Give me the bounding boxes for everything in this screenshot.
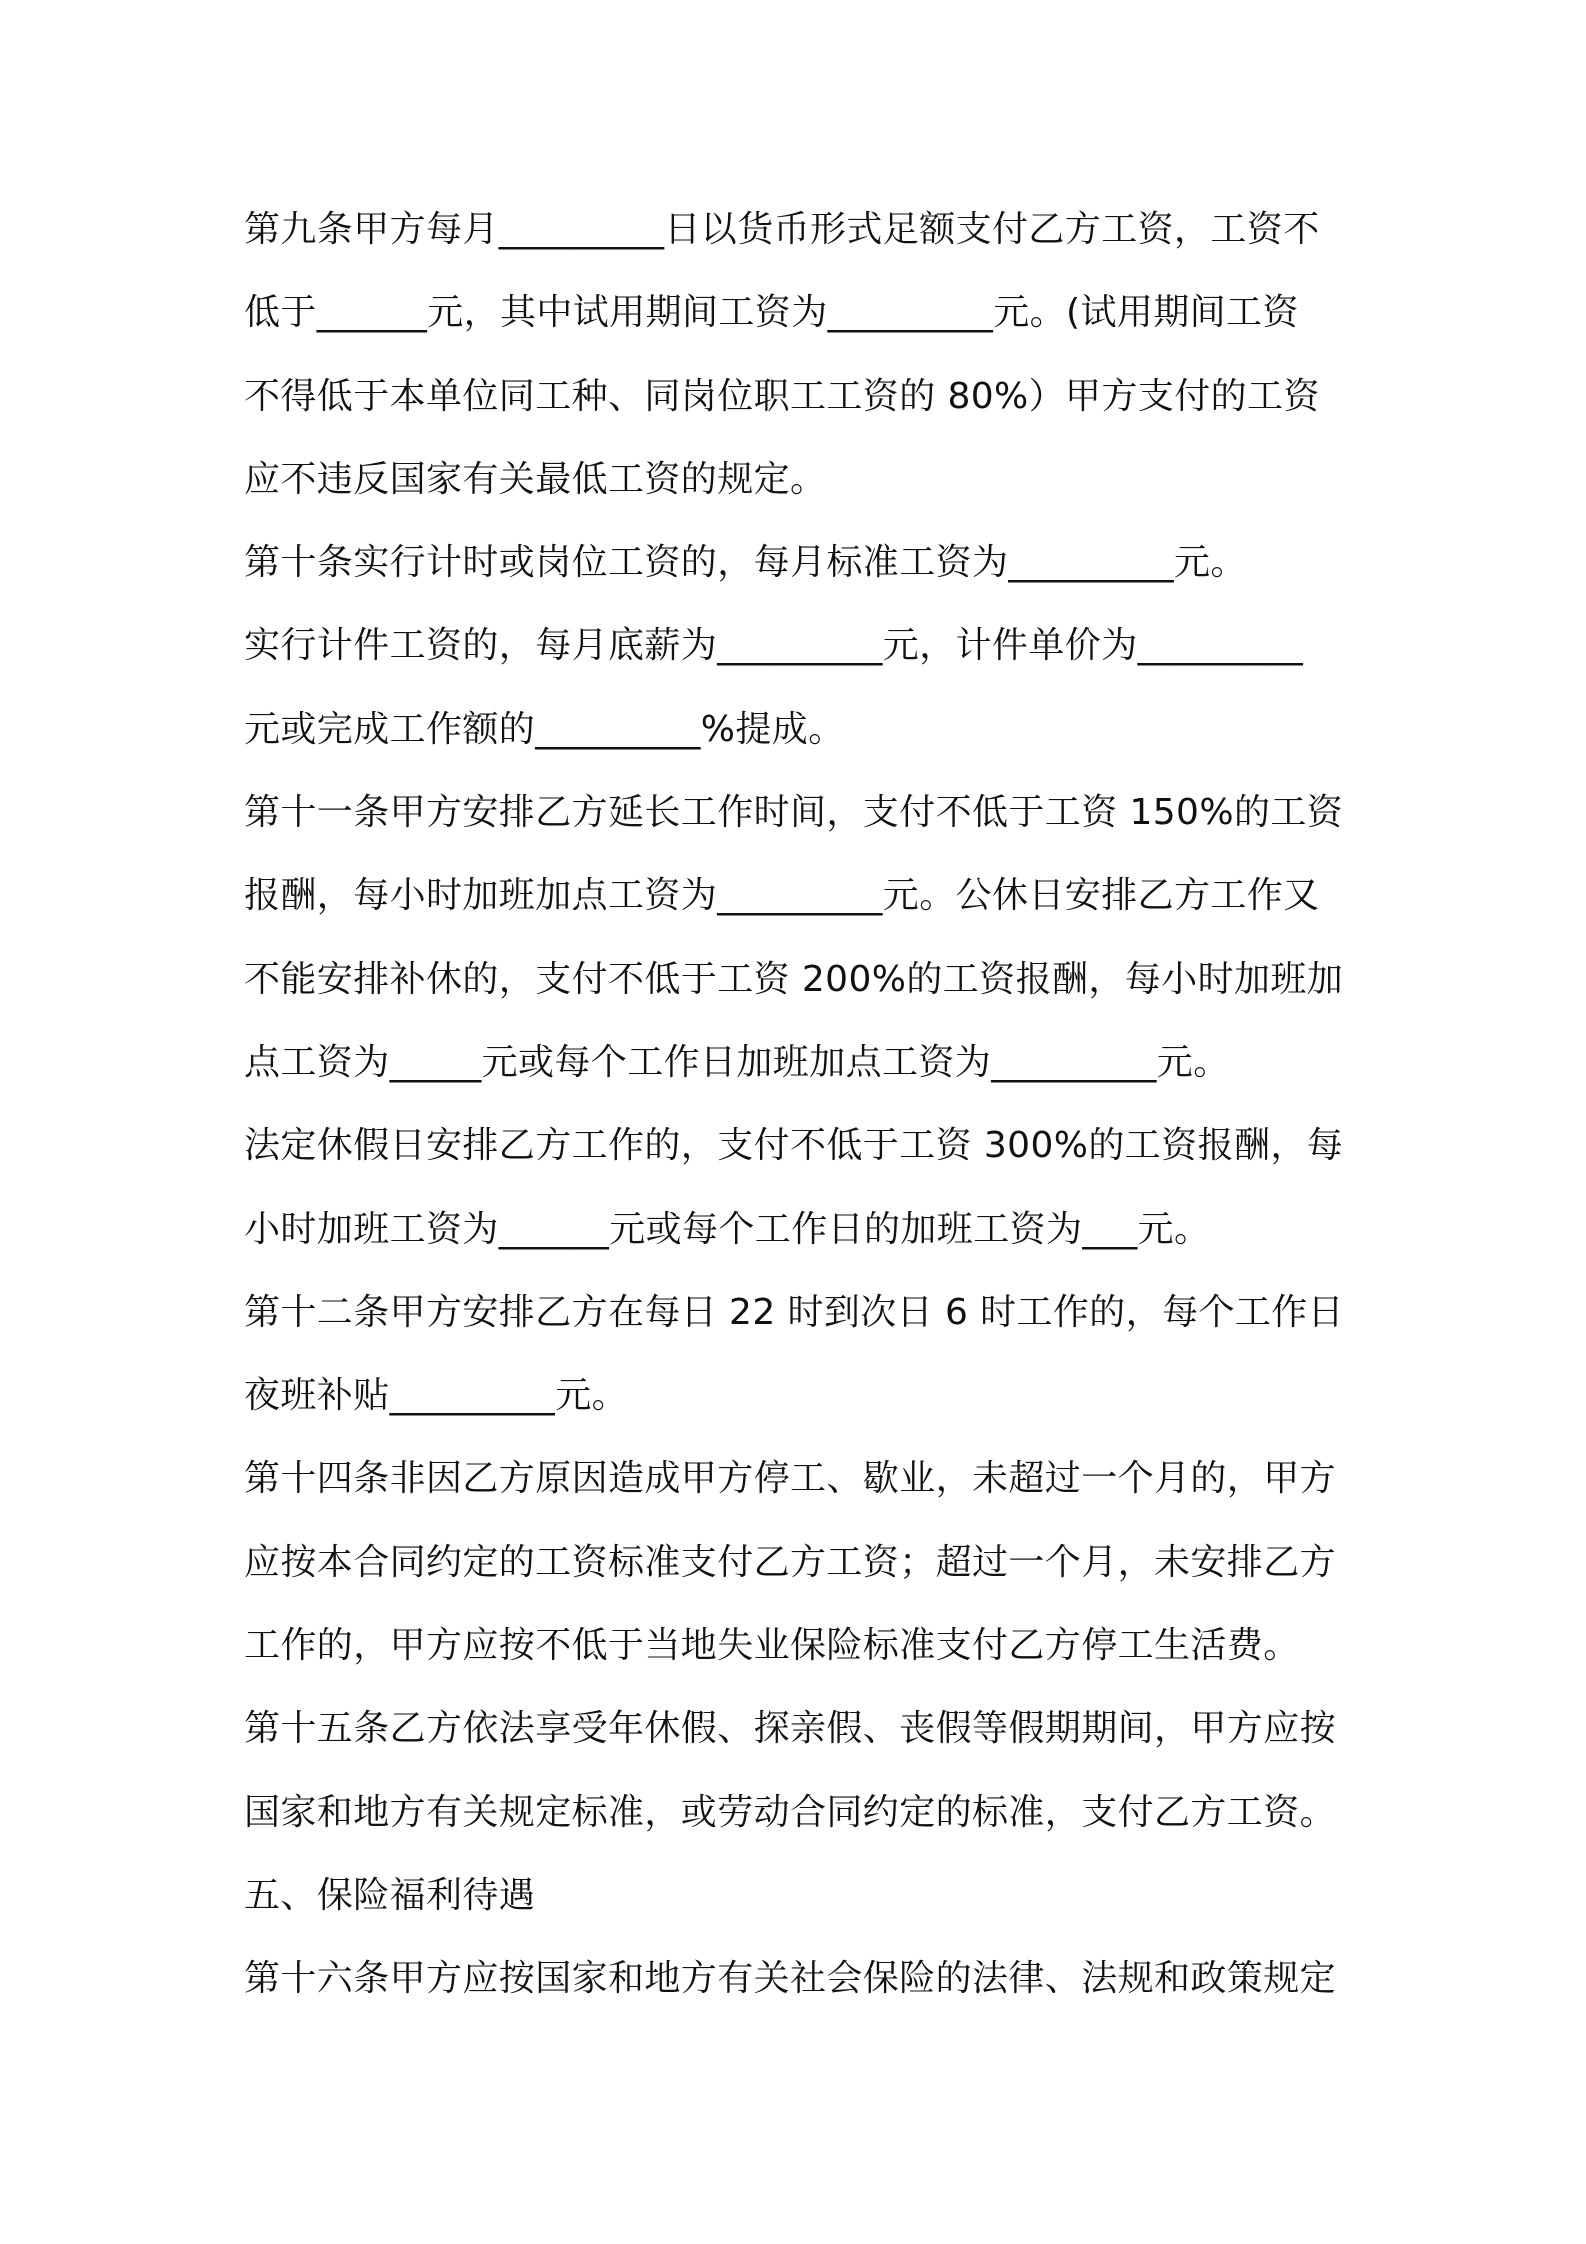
text-line: 应按本合同约定的工资标准支付乙方工资；超过一个月，未安排乙方: [244, 1541, 1337, 1583]
text-line: 点工资为_____元或每个工作日加班加点工资为_________元。: [244, 1041, 1230, 1083]
text-line: 第十六条甲方应按国家和地方有关社会保险的法律、法规和政策规定: [244, 1958, 1337, 2000]
contract-text: [244, 188, 1364, 2021]
text-line: 第十条实行计时或岗位工资的，每月标准工资为_________元。: [244, 542, 1247, 584]
text-line: 不得低于本单位同工种、同岗位职工工资的 80%）甲方支付的工资: [244, 375, 1320, 417]
text-line: 元或完成工作额的_________%提成。: [244, 708, 845, 750]
text-line: 低于______元，其中试用期间工资为_________元。(试用期间工资: [244, 292, 1299, 334]
text-line: 第十二条甲方安排乙方在每日 22 时到次日 6 时工作的，每个工作日: [244, 1291, 1345, 1333]
text-line: 小时加班工资为______元或每个工作日的加班工资为___元。: [244, 1208, 1211, 1250]
text-line: 法定休假日安排乙方工作的，支付不低于工资 300%的工资报酬，每: [244, 1125, 1344, 1167]
text-line: 应不违反国家有关最低工资的规定。: [244, 458, 827, 500]
text-line: 第十五条乙方依法享受年休假、探亲假、丧假等假期期间，甲方应按: [244, 1708, 1337, 1750]
text-line: 第十四条非因乙方原因造成甲方停工、歇业，未超过一个月的，甲方: [244, 1458, 1337, 1500]
text-line: 报酬，每小时加班加点工资为_________元。公休日安排乙方工作又: [244, 875, 1320, 917]
text-line: 实行计件工资的，每月底薪为_________元，计件单价为_________: [244, 625, 1304, 667]
text-line: 夜班补贴_________元。: [244, 1375, 628, 1417]
text-line: 第九条甲方每月_________日以货币形式足额支付乙方工资，工资不: [244, 209, 1320, 250]
text-line: 国家和地方有关规定标准，或劳动合同约定的标准，支付乙方工资。: [244, 1791, 1337, 1833]
text-line: 不能安排补休的，支付不低于工资 200%的工资报酬，每小时加班加: [244, 958, 1344, 1000]
text-line: 工作的，甲方应按不低于当地失业保险标准支付乙方停工生活费。: [244, 1625, 1300, 1667]
text-line: 第十一条甲方安排乙方延长工作时间，支付不低于工资 150%的工资: [244, 792, 1344, 834]
section-heading: 五、保险福利待遇: [244, 1874, 536, 1916]
